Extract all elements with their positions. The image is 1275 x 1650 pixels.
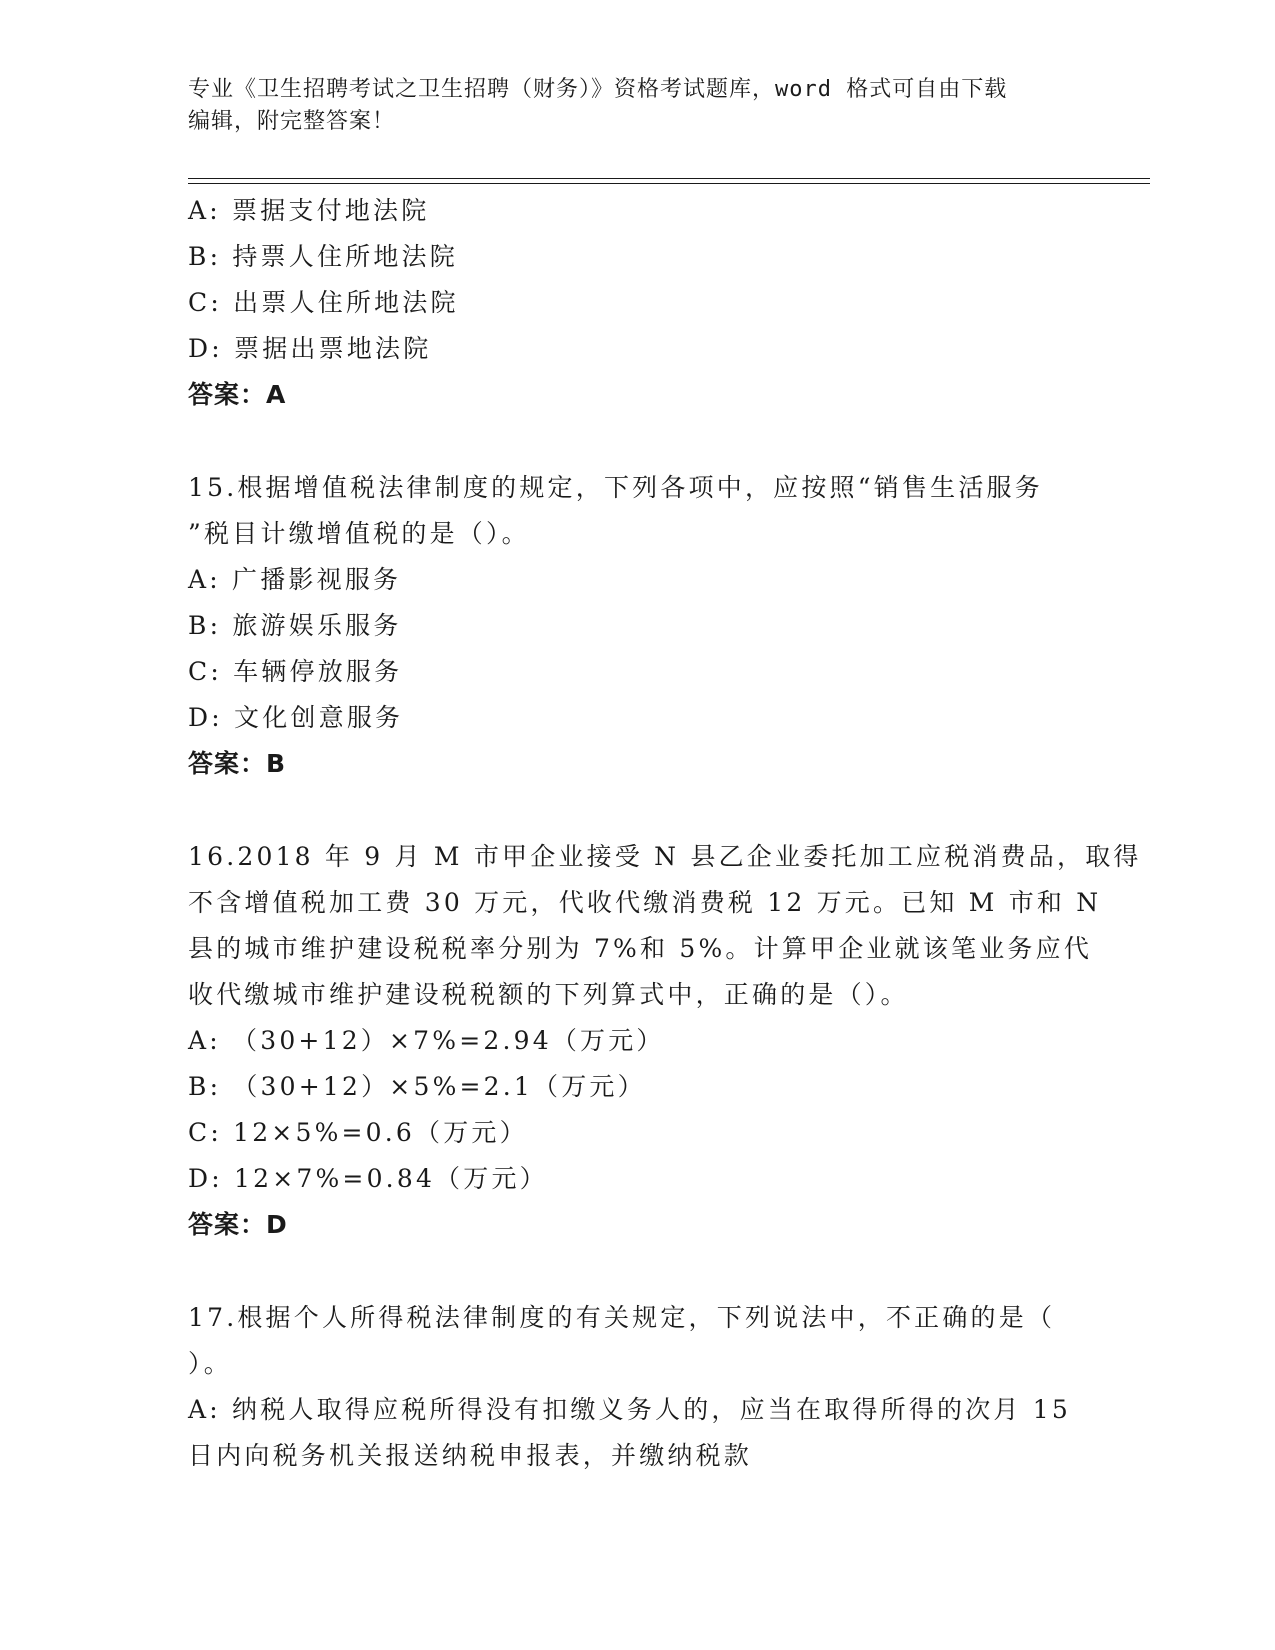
question-stem-line: ”税目计缴增值税的是（）。 <box>188 519 530 548</box>
answer: 答案：B <box>188 749 287 778</box>
option-d: D: 票据出票地法院 <box>188 334 432 363</box>
answer: 答案：D <box>188 1210 288 1239</box>
question-stem-line: 县的城市维护建设税税率分别为 7%和 5%。计算甲企业就该笔业务应代 <box>188 934 1093 963</box>
spacer <box>188 787 1088 834</box>
header-line-1: 专业《卫生招聘考试之卫生招聘（财务）》资格考试题库，word 格式可自由下载 <box>188 77 1008 102</box>
question-15 <box>188 465 1088 787</box>
question-stem-line: 收代缴城市维护建设税税额的下列算式中，正确的是（）。 <box>188 980 909 1009</box>
option-d: D: 文化创意服务 <box>188 703 404 732</box>
option-a-continued: 日内向税务机关报送纳税申报表，并缴纳税款 <box>188 1441 753 1470</box>
header-line-2: 编辑，附完整答案！ <box>188 109 396 134</box>
option-c: C: 车辆停放服务 <box>188 657 403 686</box>
option-c: C: 12×5%=0.6（万元） <box>188 1118 528 1147</box>
question-body <box>188 188 1142 1479</box>
answer: 答案：A <box>188 380 287 409</box>
question-stem-line: 17.根据个人所得税法律制度的有关规定，下列说法中，不正确的是（ <box>188 1303 1056 1332</box>
header-rule-top <box>188 178 1150 179</box>
question-16 <box>188 834 1142 1248</box>
option-b: B: 旅游娱乐服务 <box>188 611 402 640</box>
option-a: A: （30+12）×7%=2.94（万元） <box>188 1026 665 1055</box>
question-14 <box>188 188 1088 418</box>
page-header <box>188 74 1088 138</box>
option-a: A: 票据支付地法院 <box>188 196 430 225</box>
spacer <box>188 418 1088 465</box>
question-17 <box>188 1295 1088 1479</box>
option-b: B: 持票人住所地法院 <box>188 242 458 271</box>
spacer <box>188 1248 1088 1295</box>
question-stem-line: ）。 <box>188 1349 232 1378</box>
question-stem-line: 不含增值税加工费 30 万元，代收代缴消费税 12 万元。已知 M 市和 N <box>188 888 1102 917</box>
question-stem-line: 15.根据增值税法律制度的规定，下列各项中，应按照“销售生活服务 <box>188 473 1043 502</box>
option-a: A: 广播影视服务 <box>188 565 402 594</box>
option-b: B: （30+12）×5%=2.1（万元） <box>188 1072 646 1101</box>
question-stem-line: 16.2018 年 9 月 M 市甲企业接受 N 县乙企业委托加工应税消费品，取得 <box>188 842 1142 871</box>
option-a: A: 纳税人取得应税所得没有扣缴义务人的，应当在取得所得的次月 15 <box>188 1395 1071 1424</box>
header-rule-bottom <box>188 183 1150 184</box>
option-c: C: 出票人住所地法院 <box>188 288 459 317</box>
option-d: D: 12×7%=0.84（万元） <box>188 1164 548 1193</box>
